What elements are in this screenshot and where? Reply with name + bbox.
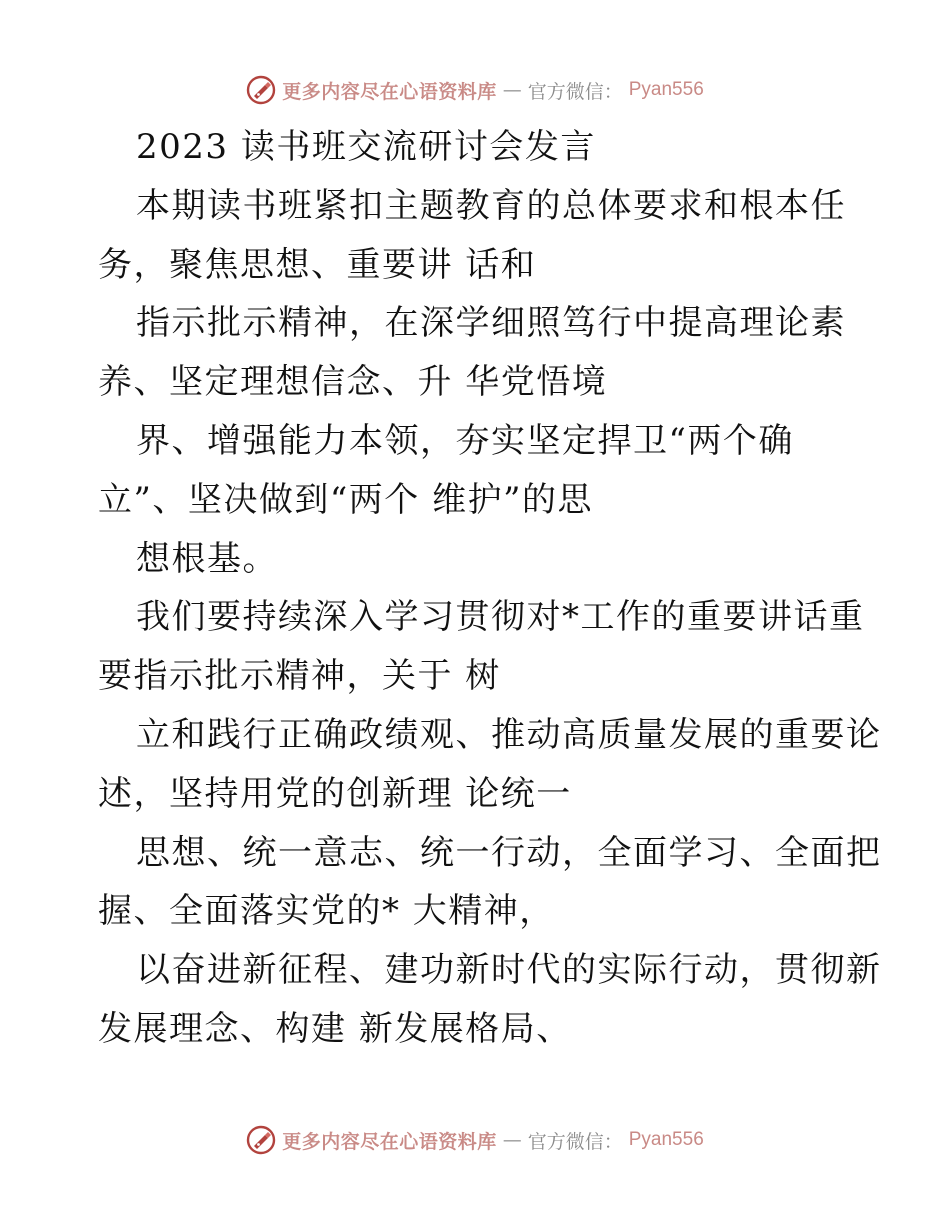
pen-nib-logo-icon [246, 1125, 276, 1155]
text-line: 以奋进新征程、建功新时代的实际行动，贯彻新 [136, 950, 882, 991]
text-line: 想根基。 [136, 538, 278, 579]
text-line: 养、坚定理想信念、升 华党悟境 [98, 362, 608, 403]
header-watermark [0, 70, 950, 110]
text-line: 务，聚焦思想、重要讲 话和 [98, 244, 537, 285]
text-line: 立和践行正确政绩观、推动高质量发展的重要论 [136, 714, 882, 755]
text-line: 界、增强能力本领，夯实坚定捍卫“两个确 [136, 420, 794, 461]
watermark-dash: — [502, 1129, 522, 1151]
text-line: 思想、统一意志、统一行动，全面学习、全面把 [136, 832, 882, 873]
watermark-brand-text: 更多内容尽在心语资料库 [282, 80, 497, 103]
text-line: 我们要持续深入学习贯彻对*工作的重要讲话重 [136, 597, 865, 638]
document-body [98, 118, 882, 1059]
text-line: 指示批示精神，在深学细照笃行中提高理论素 [136, 303, 846, 344]
document-title: 2023 读书班交流研讨会发言 [136, 127, 596, 167]
footer-watermark [0, 1120, 950, 1160]
watermark-official-label: 官方微信： [527, 80, 623, 103]
text-line: 要指示批示精神，关于 树 [98, 656, 501, 697]
watermark-wechat-id: Pyan556 [628, 1129, 704, 1150]
text-line: 立”、坚决做到“两个 维护”的思 [98, 479, 593, 520]
pen-nib-logo-icon [246, 75, 276, 105]
text-line: 述，坚持用党的创新理 论统一 [98, 773, 572, 814]
watermark-dash: — [502, 79, 522, 101]
text-line: 发展理念、构建 新发展格局、 [98, 1008, 572, 1049]
text-line: 本期读书班紧扣主题教育的总体要求和根本任 [136, 185, 846, 226]
text-line: 握、全面落实党的* 大精神， [98, 891, 555, 932]
watermark-official-label: 官方微信： [527, 1130, 623, 1153]
watermark-wechat-id: Pyan556 [628, 79, 704, 100]
watermark-brand-text: 更多内容尽在心语资料库 [282, 1130, 497, 1153]
